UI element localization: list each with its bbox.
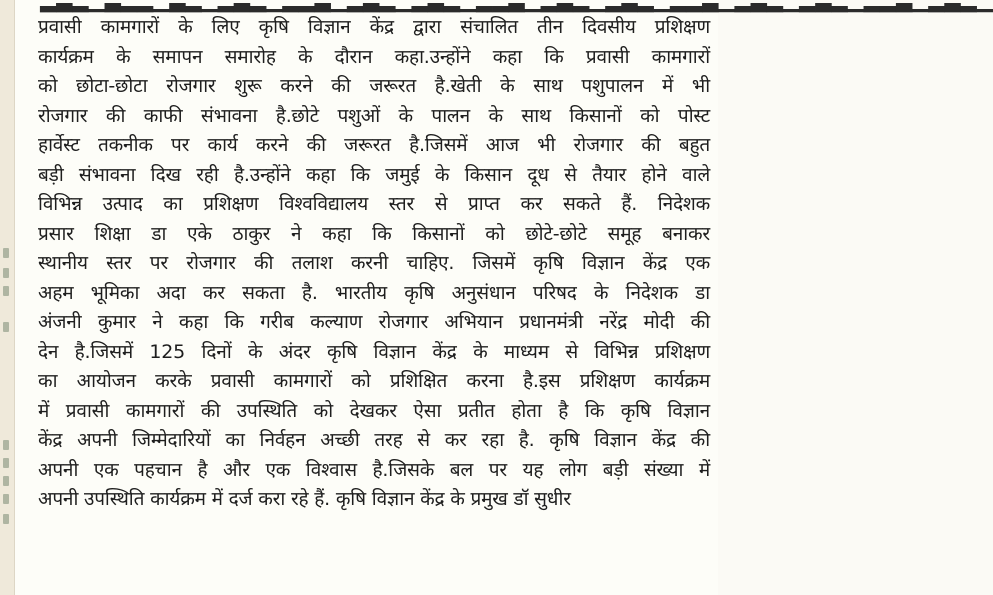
edge-mark <box>3 514 9 524</box>
edge-mark <box>3 494 9 504</box>
edge-mark <box>3 286 9 296</box>
edge-mark <box>3 440 9 450</box>
article-line: को छोटा-छोटा रोजगार शुरू करने की जरूरत है.खेती के साथ पशुपालन में भी <box>38 75 710 97</box>
article-line: अहम भूमिका अदा कर सकता है. भारतीय कृषि अनुसंधान परिषद के निदेशक डा <box>38 281 710 304</box>
article-line: अपनी उपस्थिति कार्यक्रम में दर्ज करा रहे हैं. कृषि विज्ञान केंद्र के प्रमुख डॉ सुधीर <box>38 488 571 510</box>
article-line: बड़ी संभावना दिख रही है.उन्होंने कहा कि जमुई के किसान दूध से तैयार होने वाले <box>38 163 710 186</box>
article-line: का आयोजन करके प्रवासी कामगारों को प्रशिक्षित करना है.इस प्रशिक्षण कार्यक्रम <box>38 370 710 392</box>
article-line: अंजनी कुमार ने कहा कि गरीब कल्याण रोजगार अभियान प्रधानमंत्री नरेंद्र मोदी की <box>38 311 710 333</box>
article-line: देन है.जिसमें 125 दिनों के अंदर कृषि विज्ञान केंद्र के माध्यम से विभिन्न प्रशिक्षण <box>38 340 710 363</box>
adjacent-column-edge <box>0 0 15 595</box>
edge-mark <box>3 322 9 332</box>
article-line: अपनी एक पहचान है और एक विश्वास है.जिसके बल पर यह लोग बड़ी संख्या में <box>38 458 710 481</box>
edge-mark <box>3 248 9 258</box>
article-body <box>38 13 710 515</box>
article-line: रोजगार की काफी संभावना है.छोटे पशुओं के पालन के साथ किसानों को पोस्ट <box>38 104 710 127</box>
cropped-top-line: ▂▃▂▁▃▂▂▁▃▂▁▂▃▂▁▂▂▃▁▂▃▂▁▂▃▂▁▂▂▃▁▂▃▂▁▂▃▂▁▂▂▃▁▂▃▂▁▂▃▂▁▂▂▃▁▂▃▂▁ <box>40 0 993 12</box>
article-line: विभिन्न उत्पाद का प्रशिक्षण विश्वविद्यालय स्तर से प्राप्त कर सकते हैं. निदेशक <box>38 193 710 215</box>
article-line: में प्रवासी कामगारों की उपस्थिति को देखकर ऐसा प्रतीत होता है कि कृषि विज्ञान <box>38 399 710 422</box>
article-line: प्रवासी कामगारों के लिए कृषि विज्ञान केंद्र द्वारा संचालित तीन दिवसीय प्रशिक्षण <box>38 16 710 38</box>
edge-mark <box>3 476 9 486</box>
edge-mark <box>3 458 9 468</box>
article-line: स्थानीय स्तर पर रोजगार की तलाश करनी चाहिए. जिसमें कृषि विज्ञान केंद्र एक <box>38 252 710 274</box>
article-line: प्रसार शिक्षा डा एके ठाकुर ने कहा कि किसानों को छोटे-छोटे समूह बनाकर <box>38 222 710 245</box>
article-line: केंद्र अपनी जिम्मेदारियों का निर्वहन अच्छी तरह से कर रहा है. कृषि विज्ञान केंद्र की <box>38 429 710 451</box>
article-line: कार्यक्रम के समापन समारोह के दौरान कहा.उन्होंने कहा कि प्रवासी कामगारों <box>38 45 710 68</box>
article-line: हार्वेस्ट तकनीक पर कार्य करने की जरूरत है.जिसमें आज भी रोजगार की बहुत <box>38 134 710 156</box>
edge-mark <box>3 268 9 278</box>
